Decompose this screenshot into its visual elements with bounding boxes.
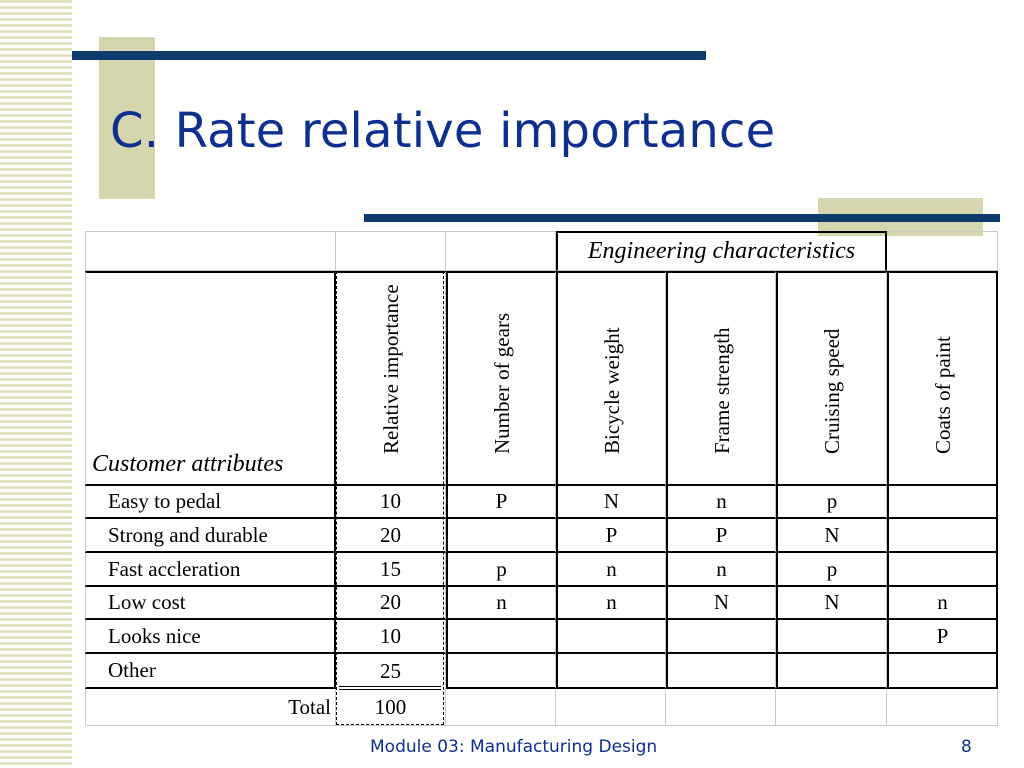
total-empty-cell: [887, 689, 998, 726]
mark-cell: [776, 654, 887, 689]
mark-cell: P: [666, 519, 776, 553]
importance-cell: 25: [336, 654, 446, 689]
mark-cell: [776, 620, 887, 654]
importance-cell: 15: [336, 553, 446, 587]
mark-cell: p: [776, 553, 887, 587]
decorative-bar-middle: [364, 214, 1000, 222]
characteristic-header: [446, 271, 556, 486]
mark-cell: [887, 519, 998, 553]
importance-cell: 20: [336, 519, 446, 553]
importance-cell: 20: [336, 587, 446, 620]
mark-cell: [666, 654, 776, 689]
mark-cell: n: [556, 587, 666, 620]
total-empty-cell: [666, 689, 776, 726]
mark-cell: [556, 620, 666, 654]
relative-importance-label: Relative importance: [378, 284, 403, 454]
mark-cell: n: [556, 553, 666, 587]
qfd-table: [85, 231, 998, 726]
characteristic-label: Coats of paint: [930, 336, 955, 454]
importance-cell: 10: [336, 486, 446, 519]
total-empty-cell: [446, 689, 556, 726]
mark-cell: P: [887, 620, 998, 654]
mark-cell: N: [776, 519, 887, 553]
mark-cell: N: [776, 587, 887, 620]
header-empty-cell: [85, 231, 336, 271]
page-number: 8: [961, 737, 972, 757]
engineering-characteristics-header: [556, 231, 887, 271]
mark-cell: [887, 553, 998, 587]
mark-cell: n: [887, 587, 998, 620]
attribute-cell: Fast accleration: [85, 553, 336, 587]
total-empty-cell: [556, 689, 666, 726]
total-value: 100: [336, 689, 446, 726]
mark-cell: [446, 519, 556, 553]
attribute-cell: Strong and durable: [85, 519, 336, 553]
characteristic-header: [556, 271, 666, 486]
characteristic-header: [776, 271, 887, 486]
mark-cell: [446, 654, 556, 689]
attribute-cell: Looks nice: [85, 620, 336, 654]
mark-cell: N: [666, 587, 776, 620]
mark-cell: n: [666, 553, 776, 587]
mark-cell: p: [776, 486, 887, 519]
mark-cell: p: [446, 553, 556, 587]
customer-attributes-header: [85, 271, 336, 486]
header-empty-cell: [336, 231, 446, 271]
mark-cell: [666, 620, 776, 654]
attribute-cell: Low cost: [85, 587, 336, 620]
mark-cell: [556, 654, 666, 689]
characteristic-header: [887, 271, 998, 486]
mark-cell: [446, 620, 556, 654]
attribute-cell: Other: [85, 654, 336, 689]
characteristic-label: Bicycle weight: [599, 327, 624, 454]
relative-importance-header: [336, 271, 446, 486]
header-empty-cell: [887, 231, 998, 271]
mark-cell: P: [446, 486, 556, 519]
characteristic-header: [666, 271, 776, 486]
customer-attributes-label: Customer attributes: [92, 451, 284, 477]
mark-cell: [887, 486, 998, 519]
total-double-underline: [339, 686, 441, 690]
characteristic-label: Frame strength: [709, 327, 734, 454]
mark-cell: n: [446, 587, 556, 620]
characteristic-label: Number of gears: [489, 312, 514, 454]
mark-cell: P: [556, 519, 666, 553]
characteristic-label: Cruising speed: [820, 328, 844, 454]
attribute-cell: Easy to pedal: [85, 486, 336, 519]
header-empty-cell: [446, 231, 556, 271]
decorative-bar-top: [72, 51, 706, 60]
mark-cell: n: [666, 486, 776, 519]
mark-cell: [887, 654, 998, 689]
importance-cell: 10: [336, 620, 446, 654]
total-empty-cell: [776, 689, 887, 726]
slide-title: C. Rate relative importance: [110, 103, 776, 159]
slide-footer: Module 03: Manufacturing Design: [370, 737, 658, 757]
mark-cell: N: [556, 486, 666, 519]
decorative-stripes: [0, 0, 72, 768]
engineering-characteristics-label: Engineering characteristics: [587, 238, 856, 264]
total-label: Total: [85, 689, 336, 726]
